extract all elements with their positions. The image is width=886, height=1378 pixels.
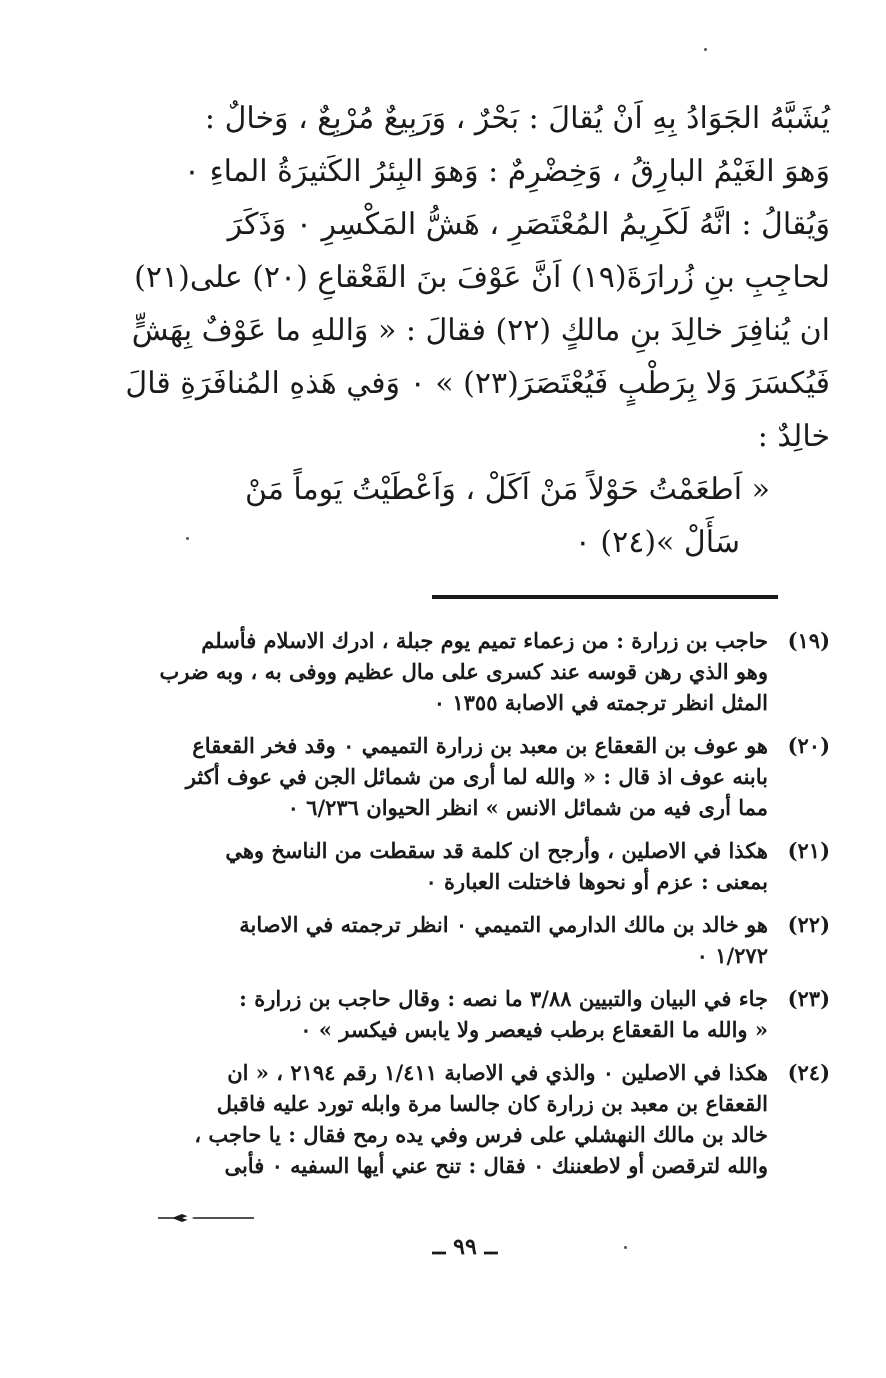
text-line: وَهوَ الغَيْمُ البارِقُ ، وَخِضْرِمٌ : وَهوَ البِئرُ الكَثيرَةُ الماءِ ٠ [183, 154, 830, 189]
footnote-line: القعقاع بن معبد بن زرارة كان جالسا مرة وابله تورد عليه فاقبل [216, 1091, 768, 1116]
footnote-number: (٢٠) [787, 733, 830, 758]
footnote-line: وهو الذي رهن قوسه عند كسرى على مال عظيم ووفى به ، وبه ضرب [159, 659, 768, 684]
print-speck [186, 537, 189, 540]
footnotes [150, 625, 830, 1193]
text-line: فَيُكسَرَ وَلا بِرَطْبٍ فَيُعْتَصَرَ(٢٣) » ٠ وَفي هَذهِ المُنافَرَةِ قالَ [125, 366, 830, 401]
text-line: ان يُنافِرَ خالِدَ بنِ مالكٍ (٢٢) فقالَ : « وَاللهِ ما عَوْفٌ بِهَشٍّ [131, 313, 830, 348]
poem-line: سَأَلْ »(٢٤) ٠ [574, 525, 740, 560]
footnote-line: « والله ما القعقاع برطب فيعصر ولا يابس فيكسر » ٠ [300, 1017, 768, 1042]
footnote [150, 835, 830, 897]
print-speck [704, 48, 707, 51]
print-speck [624, 1246, 627, 1249]
footnote [150, 625, 830, 718]
footnote-line: بمعنى : عزم أو نحوها فاختلت العبارة ٠ [425, 869, 768, 894]
footnote-line: جاء في البيان والتبيين ٣/٨٨ ما نصه : وقال حاجب بن زرارة : [239, 986, 768, 1011]
footnote-line: المثل انظر ترجمته في الاصابة ١٣٥٥ ٠ [433, 690, 768, 715]
text-line: وَيُقالُ : انَّهُ لَكَرِيمُ المُعْتَصَرِ ، هَشُّ المَكْسِرِ ٠ وَذَكَرَ [227, 207, 830, 242]
footnote-line: حاجب بن زرارة : من زعماء تميم يوم جبلة ، ادرك الاسلام فأسلم [201, 628, 768, 653]
footnote-line: ١/٢٧٢ ٠ [696, 943, 768, 968]
footnote-number: (٢٣) [787, 986, 830, 1011]
footnote-line: هو عوف بن القعقاع بن معبد بن زرارة التميمي ٠ وقد فخر القعقاع [192, 733, 768, 758]
text-line: لحاجِبِ بنِ زُرارَةَ(١٩) اَنَّ عَوْفَ بنَ القَعْقاعِ (٢٠) على(٢١) [134, 260, 830, 295]
main-text [125, 92, 830, 569]
poem-line: « اَطعَمْتُ حَوْلاً مَنْ اَكَلْ ، وَاَعْطَيْتُ يَوماً مَنْ [244, 472, 770, 507]
footnote-line: مما أرى فيه من شمائل الانس » انظر الحيوان ٦/٢٣٦ ٠ [287, 795, 768, 820]
footnote-line: هكذا في الاصلين ٠ والذي في الاصابة ١/٤١١ رقم ٢١٩٤ ، « ان [227, 1060, 768, 1085]
footnote [150, 1057, 830, 1181]
footnote-line: والله لترقصن أو لاطعننك ٠ فقال : تنح عني أيها السفيه ٠ فأبى [224, 1153, 768, 1178]
text-line: خالِدٌ : [757, 419, 830, 454]
footnote [150, 909, 830, 971]
footnote-separator [432, 595, 778, 599]
text-line: يُشَبَّهُ الجَوَادُ بِهِ اَنْ يُقالَ : بَحْرٌ ، وَرَبِيعٌ مُرْبِعٌ ، وَخالٌ : [204, 101, 830, 136]
footnote [150, 730, 830, 823]
footnote-line: هكذا في الاصلين ، وأرجح ان كلمة قد سقطت من الناسخ وهي [225, 838, 768, 863]
page-number: ــ ٩٩ ــ [432, 1234, 498, 1260]
footnote-line: هو خالد بن مالك الدارمي التميمي ٠ انظر ترجمته في الاصابة [239, 912, 768, 937]
continuation-ornament-icon [158, 1213, 254, 1223]
footnote-line: بابنه عوف اذ قال : « والله لما أرى من شمائل الجن في عوف أكثر [185, 764, 768, 789]
footnote-number: (٢٢) [787, 912, 830, 937]
footnote-number: (٢١) [787, 838, 830, 863]
footnote-number: (٢٤) [787, 1060, 830, 1085]
footnote [150, 983, 830, 1045]
footnote-line: خالد بن مالك النهشلي على فرس وفي يده رمح فقال : يا حاجب ، [194, 1122, 768, 1147]
footnote-number: (١٩) [787, 628, 830, 653]
